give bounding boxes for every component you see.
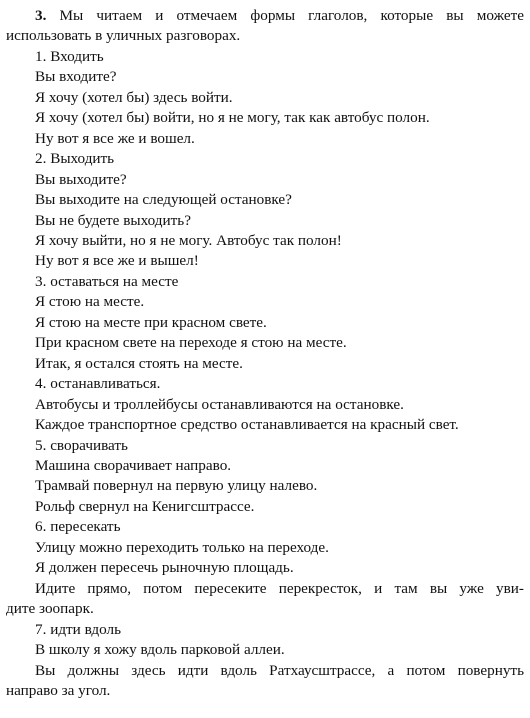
example-line: Каждое транспортное средство останавливается на красный свет. xyxy=(35,416,459,434)
example-line: В школу я хожу вдоль парковой аллеи. xyxy=(35,641,285,659)
example-line: Я хочу (хотел бы) здесь войти. xyxy=(35,88,233,106)
exercise-intro-text-1: Мы читаем и отмечаем формы глаголов, которые вы можете xyxy=(46,7,524,24)
example-line: Улицу можно переходить только на переходе. xyxy=(35,538,329,556)
section-heading: 2. Выходить xyxy=(35,150,115,168)
example-line-continuation: дите зоопарк. xyxy=(6,600,94,618)
example-line: Машина сворачивает направо. xyxy=(35,456,232,474)
example-line: Ну вот я все же и вошел. xyxy=(35,129,195,147)
example-line: Я должен пересечь рыночную площадь. xyxy=(35,559,294,577)
example-line-wrapped: Вы должны здесь идти вдоль Ратхаусштрассе, а потом повернуть xyxy=(35,661,524,679)
example-line-wrapped: Идите прямо, потом пересеките перекресток, и там вы уже уви- xyxy=(35,579,524,597)
exercise-intro-text-2: использовать в уличных разговорах. xyxy=(6,27,241,45)
example-line: Я стою на месте при красном свете. xyxy=(35,313,267,331)
example-line: Автобусы и троллейбусы останавливаются на остановке. xyxy=(35,395,404,413)
example-line: Рольф свернул на Кенигсштрассе. xyxy=(35,497,255,515)
example-line: Вы выходите на следующей остановке? xyxy=(35,191,292,209)
example-line-continuation: направо за угол. xyxy=(6,681,111,699)
section-heading: 4. останавливаться. xyxy=(35,375,161,393)
exercise-number: 3. xyxy=(35,7,47,24)
section-heading: 7. идти вдоль xyxy=(35,620,122,638)
example-line: Итак, я остался стоять на месте. xyxy=(35,354,243,372)
section-heading: 3. оставаться на месте xyxy=(35,272,179,290)
example-line: Ну вот я все же и вышел! xyxy=(35,252,199,270)
section-heading: 5. сворачивать xyxy=(35,436,128,454)
example-line: Вы не будете выходить? xyxy=(35,211,191,229)
section-heading: 6. пересекать xyxy=(35,518,121,536)
section-heading: 1. Входить xyxy=(35,47,104,65)
example-line: Я хочу выйти, но я не могу. Автобус так полон! xyxy=(35,231,342,249)
example-line: Вы входите? xyxy=(35,68,117,86)
example-line: Я стою на месте. xyxy=(35,293,145,311)
example-line: Трамвай повернул на первую улицу налево. xyxy=(35,477,318,495)
exercise-intro xyxy=(6,6,524,26)
example-line: Я хочу (хотел бы) войти, но я не могу, так как автобус полон. xyxy=(35,109,430,127)
example-line: При красном свете на переходе я стою на месте. xyxy=(35,334,347,352)
example-line: Вы выходите? xyxy=(35,170,127,188)
